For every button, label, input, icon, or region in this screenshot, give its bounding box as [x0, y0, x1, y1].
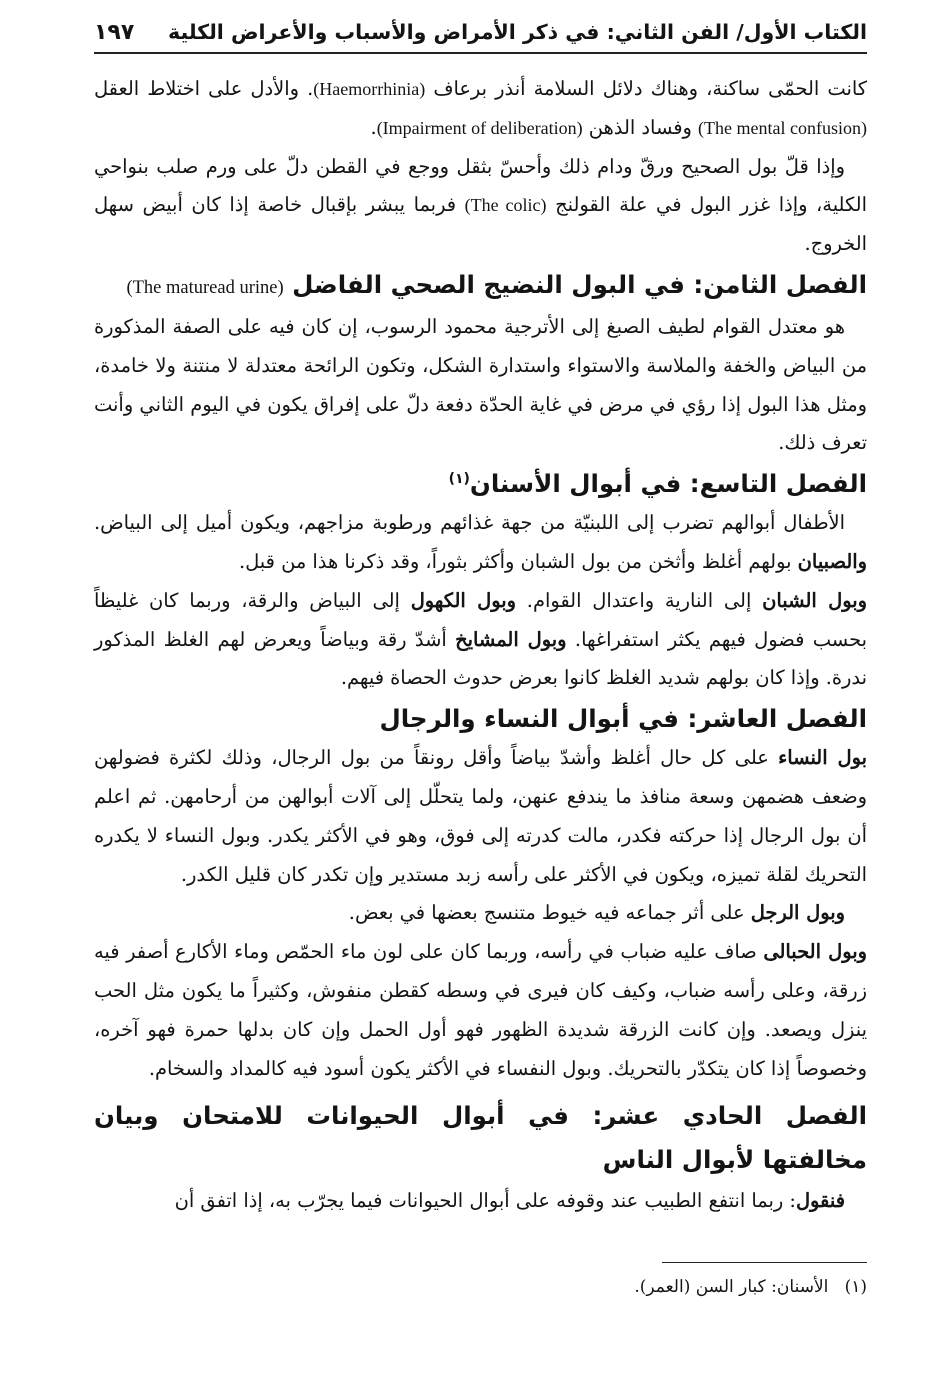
- book-page: [94, 0, 867, 1389]
- paragraph: كانت الحمّى ساكنة، وهناك دلائل السلامة أنذر برعاف (Haemorrhinia). والأدل على اختلاط العقل (The mental confusion) وفساد الذهن (Impairment of deliberation).: [94, 77, 867, 139]
- footnote-divider: [662, 1262, 867, 1263]
- page-number: ١٩٧: [94, 19, 135, 45]
- footnote-text: الأسنان: كبار السن (العمر).: [634, 1277, 829, 1297]
- section-heading-8: الفصل الثامن: في البول النضيج الصحي الفاضل (The maturead urine): [126, 269, 867, 299]
- paragraph: وإذا قلّ بول الصحيح ورقّ ودام ذلك وأحسّ بثقل ووجع في القطن دلّ على ورم صلب بنواحي الكلية، وإذا غزر البول في علة القولنج (The colic) فربما يبشر بإقبال خاصة إذا كان أبيض سهل الخروج.: [94, 154, 867, 256]
- english-term: (The mental confusion): [698, 117, 867, 138]
- bold-term: فنقول: [795, 1189, 845, 1213]
- english-term: (Haemorrhinia): [313, 79, 426, 99]
- section-heading-11: الفصل الحادي عشر: في أبوال الحيوانات للامتحان وبيان مخالفتها لأبوال الناس: [94, 1101, 867, 1175]
- footnote: [94, 1273, 867, 1301]
- english-term: (The maturead urine): [126, 277, 284, 298]
- footnote-mark: (١): [844, 1277, 867, 1297]
- paragraph: هو معتدل القوام لطيف الصبغ إلى الأترجية محمود الرسوب، إن كان فيه على الصفة المذكورة من البياض والخفة والملاسة والاستواء واستدارة الشكل، وتكون الرائحة معتدلة لا منتنة ولا خامدة، ومثل هذا البول إذا رؤي في مرض في غاية الحدّة دفعة دلّ على إفراق يكون في اليوم الثاني وأنت تعرف ذلك.: [94, 314, 867, 455]
- running-title: الكتاب الأول/ الفن الثاني: في ذكر الأمراض والأسباب والأعراض الكلية: [168, 20, 867, 44]
- section-heading-9: الفصل التاسع: في أبوال الأسنان$^{(١)}$: [448, 469, 867, 499]
- running-header: [94, 12, 867, 54]
- paragraph: وبول الرجل على أثر جماعه فيه خيوط متنسج بعضها في بعض.: [348, 901, 845, 925]
- bold-term: بول النساء: [778, 746, 867, 770]
- paragraph: الأطفال أبوالهم تضرب إلى اللبنيّة من جهة غذائهم ورطوبة مزاجهم، ويكون أميل إلى البياض. والصبيان بولهم أغلظ وأثخن من بول الشبان وأكثر بثوراً، وقد ذكرنا هذا من قبل.: [94, 511, 867, 573]
- bold-term: وبول الرجل: [750, 901, 845, 925]
- paragraph: بول النساء على كل حال أغلظ وأشدّ بياضاً وأقل رونقاً من بول الرجال، وذلك لكثرة فضولهن وضعف هضمهن وسعة منافذ ما يندفع عنهن، ولما يتحلّل إلى آلات أبوالهن من أرحامهن. ثم اعلم أن بول الرجال إذا حركته فكدر، مالت كدرته إلى فوق، وهو في الأكثر يكدر. وبول النساء لا يكدره التحريك لقلة تميزه، ويكون في الأكثر على رأسه زبد مستدير وإن تكدر كان قليل الكدر.: [94, 746, 867, 886]
- footnote-reference[interactable]: (١): [448, 471, 470, 488]
- section-heading-10: الفصل العاشر: في أبوال النساء والرجال: [379, 704, 867, 734]
- bold-term: وبول الحبالى: [763, 940, 868, 964]
- bold-term: وبول الشبان: [762, 588, 867, 612]
- page-body: [94, 70, 867, 1221]
- english-term: (Impairment of deliberation): [376, 117, 583, 138]
- paragraph: فنقول: ربما انتفع الطبيب عند وقوفه على أبوال الحيوانات فيما يجرّب به، إذا اتفق أن: [174, 1189, 845, 1213]
- bold-term: وبول المشايخ: [455, 627, 567, 651]
- bold-term: والصبيان: [797, 549, 867, 573]
- paragraph: وبول الحبالى صاف عليه ضباب في رأسه، وربما كان على لون ماء الحمّص وماء الأكارع أصفر فيه زرقة، وعلى رأسه ضباب، وكيف كان فيرى في وسطه كقطن منفوش، وكثيراً ما يكون مثل الحب ينزل ويصعد. وإن كانت الزرقة شديدة الظهور فهو أول الحمل وإن كان بدلها حمرة فهو آخره، وخصوصاً إذا كان يتكدّر بالتحريك. وبول النفساء في الأكثر يكون أسود فيه كالمداد والسخام.: [94, 940, 868, 1080]
- footnotes: [94, 1262, 867, 1301]
- paragraph: وبول الشبان إلى النارية واعتدال القوام. وبول الكهول إلى البياض والرقة، وربما كان غليظاً بحسب فضول فيهم يكثر استفراغها. وبول المشايخ أشدّ رقة وبياضاً ويعرض لهم الغلظ المذكور ندرة. وإذا كان بولهم شديد الغلظ كانوا بعرض حدوث الحصاة فيهم.: [94, 588, 867, 690]
- bold-term: وبول الكهول: [410, 588, 516, 612]
- english-term: (The colic): [464, 195, 547, 216]
